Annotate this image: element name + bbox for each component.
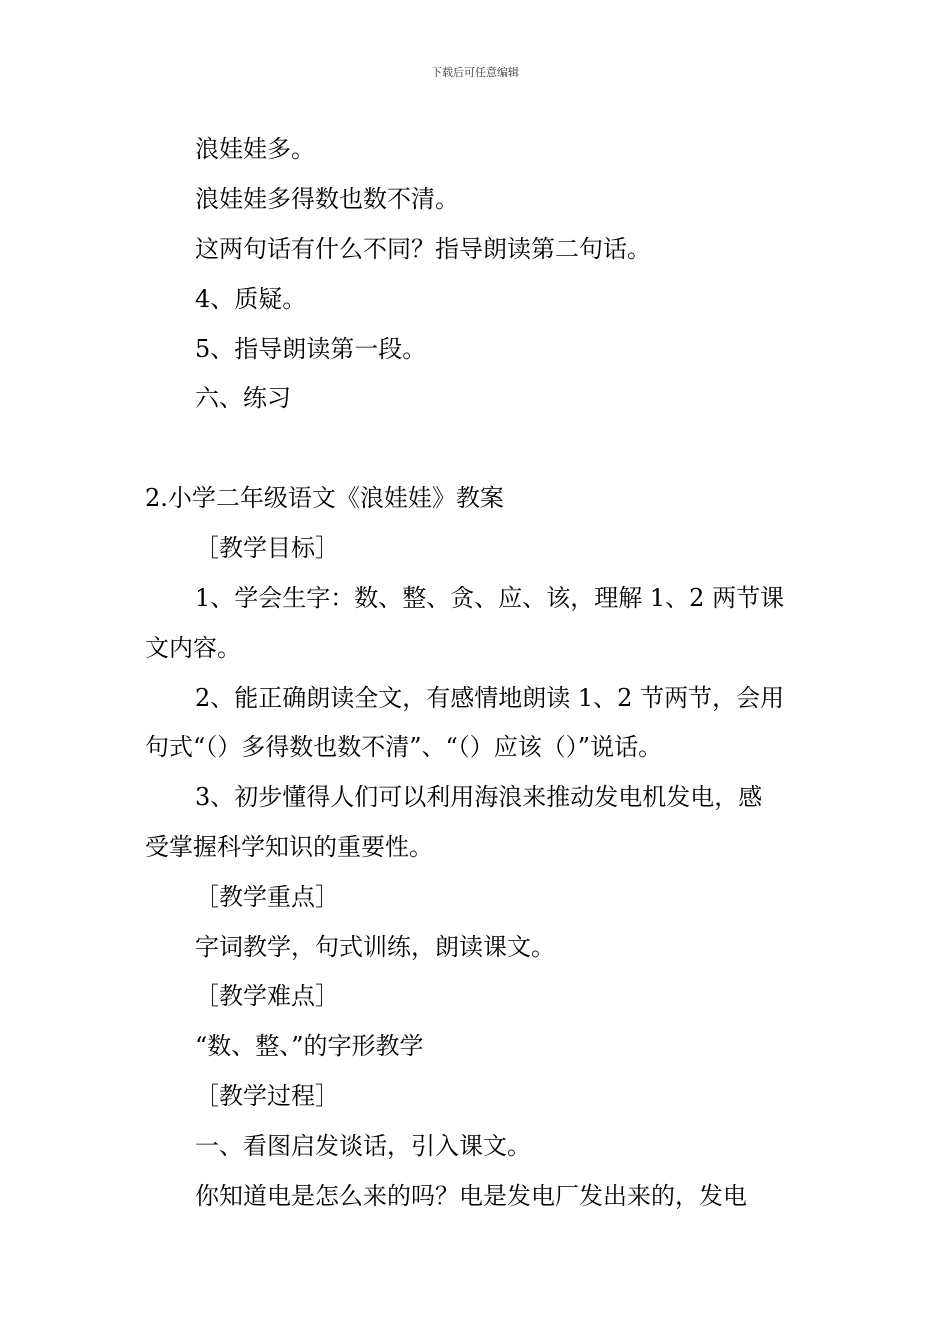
text-line: 句式“（）多得数也数不清”、“（）应该（）”说话。: [145, 733, 663, 761]
subheading: ［教学目标］: [195, 534, 339, 562]
text-line: 这两句话有什么不同？指导朗读第二句话。: [195, 235, 651, 263]
text-line: 3、初步懂得人们可以利用海浪来推动发电机发电，感: [195, 783, 763, 811]
text-line: 5、指导朗读第一段。: [195, 335, 427, 363]
section-title: 2.小学二年级语文《浪娃娃》教案: [145, 484, 504, 512]
text-line: “数、整、”的字形教学: [195, 1032, 424, 1060]
text-line: 2、能正确朗读全文，有感情地朗读 1、2 节两节，会用: [195, 684, 785, 712]
text-line: 你知道电是怎么来的吗？电是发电厂发出来的，发电: [195, 1182, 747, 1210]
text-line: 一、看图启发谈话，引入课文。: [195, 1132, 531, 1160]
text-line: 浪娃娃多得数也数不清。: [195, 185, 459, 213]
text-line: 六、练习: [195, 384, 291, 412]
subheading: ［教学难点］: [195, 982, 339, 1010]
page-header: 下载后可任意编辑: [431, 66, 519, 79]
text-line: 浪娃娃多。: [195, 135, 315, 163]
text-line: 受掌握科学知识的重要性。: [145, 833, 433, 861]
subheading: ［教学重点］: [195, 883, 339, 911]
subheading: ［教学过程］: [195, 1082, 339, 1110]
text-line: 4、质疑。: [195, 285, 307, 313]
text-line: 字词教学，句式训练，朗读课文。: [195, 933, 555, 961]
text-line: 文内容。: [145, 634, 241, 662]
text-line: 1、学会生字：数、整、贪、应、该，理解 1、2 两节课: [195, 584, 785, 612]
